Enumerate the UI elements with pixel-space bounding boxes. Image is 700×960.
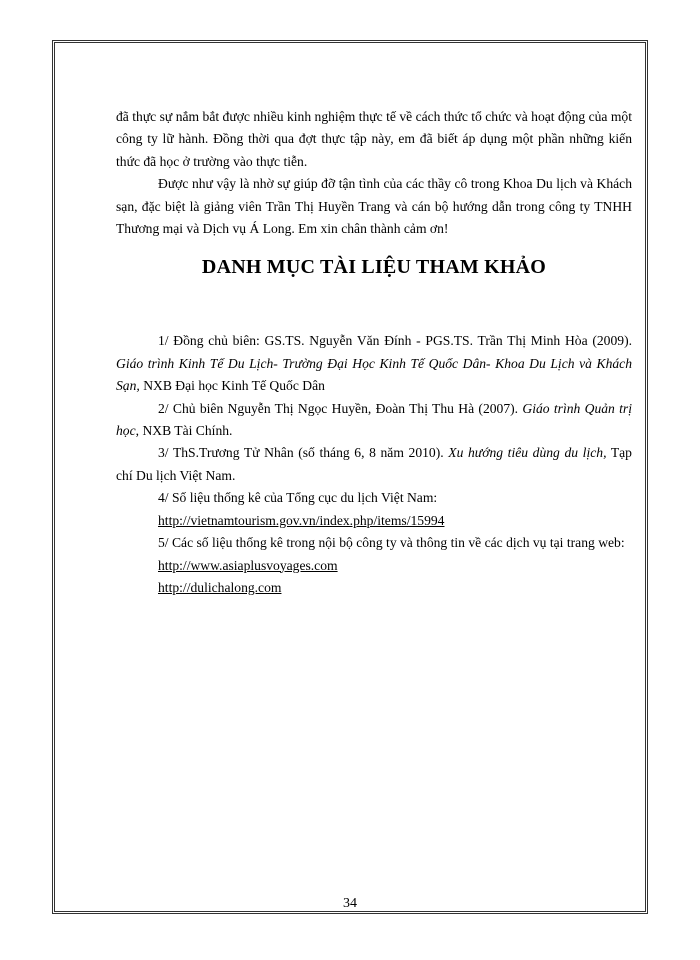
reference-3-text: 3/ ThS.Trương Tử Nhân (số tháng 6, 8 năm 2010).	[158, 445, 449, 461]
link-asiaplusvoyages[interactable]: http://www.asiaplusvoyages.com	[158, 557, 338, 573]
page-number: 34	[343, 896, 357, 911]
document-body	[116, 106, 632, 599]
link-vietnamtourism[interactable]: http://vietnamtourism.gov.vn/index.php/items/15994	[158, 512, 445, 528]
reference-3-title: Xu hướng tiêu dùng du lịch,	[448, 445, 607, 461]
reference-4-text: 4/ Số liệu thống kê của Tổng cục du lịch Việt Nam:	[158, 490, 438, 506]
reference-item-4	[116, 487, 632, 509]
intro-paragraph-2: Được như vậy là nhờ sự giúp đỡ tận tình của các thầy cô trong Khoa Du lịch và Khách sạn, đặc biệt là giảng viên Trần Thị Huyền Trang và cán bộ hướng dẫn trong công ty TNHH Thương mại và Dịch vụ Á Long. Em xin chân thành cảm ơn!	[116, 176, 632, 237]
reference-1-text: 1/ Đồng chủ biên: GS.TS. Nguyễn Văn Đính - PGS.TS. Trần Thị Minh Hòa (2009).	[158, 333, 632, 349]
reference-5-link-line-2	[116, 577, 632, 599]
reference-2-text: 2/ Chủ biên Nguyễn Thị Ngọc Huyền, Đoàn Thị Thu Hà (2007).	[158, 400, 523, 416]
link-dulichalong[interactable]: http://dulichalong.com	[158, 579, 282, 595]
reference-item-1	[116, 330, 632, 397]
reference-item-3	[116, 442, 632, 487]
reference-item-2	[116, 398, 632, 443]
reference-2-publisher: , NXB Tài Chính.	[135, 423, 233, 439]
reference-2-title: Giáo trình Quản trị học	[116, 400, 632, 439]
reference-item-5	[116, 532, 632, 554]
reference-list	[116, 330, 632, 599]
reference-1-publisher: NXB Đại học Kinh Tế Quốc Dân	[139, 378, 325, 394]
reference-5-text: 5/ Các số liệu thống kê trong nội bộ công ty và thông tin về các dịch vụ tại trang web:	[158, 535, 625, 551]
reference-4-link-line	[116, 510, 632, 532]
reference-5-link-line-1	[116, 555, 632, 577]
intro-paragraph-1: đã thực sự nắm bắt được nhiều kinh nghiệm thực tế về cách thức tổ chức và hoạt động của một công ty lữ hành. Đồng thời qua đợt thực tập này, em đã biết áp dụng một phần những kiến thức đã học ở trường vào thực tiễn.	[116, 109, 632, 169]
references-heading: DANH MỤC TÀI LIỆU THAM KHẢO	[201, 256, 547, 279]
reference-3-publisher: Tạp chí Du lịch Việt Nam.	[116, 445, 632, 483]
reference-1-title: Giáo trình Kinh Tế Du Lịch- Trường Đại Học Kinh Tế Quốc Dân- Khoa Du Lịch và Khách Sạn,	[116, 355, 632, 394]
